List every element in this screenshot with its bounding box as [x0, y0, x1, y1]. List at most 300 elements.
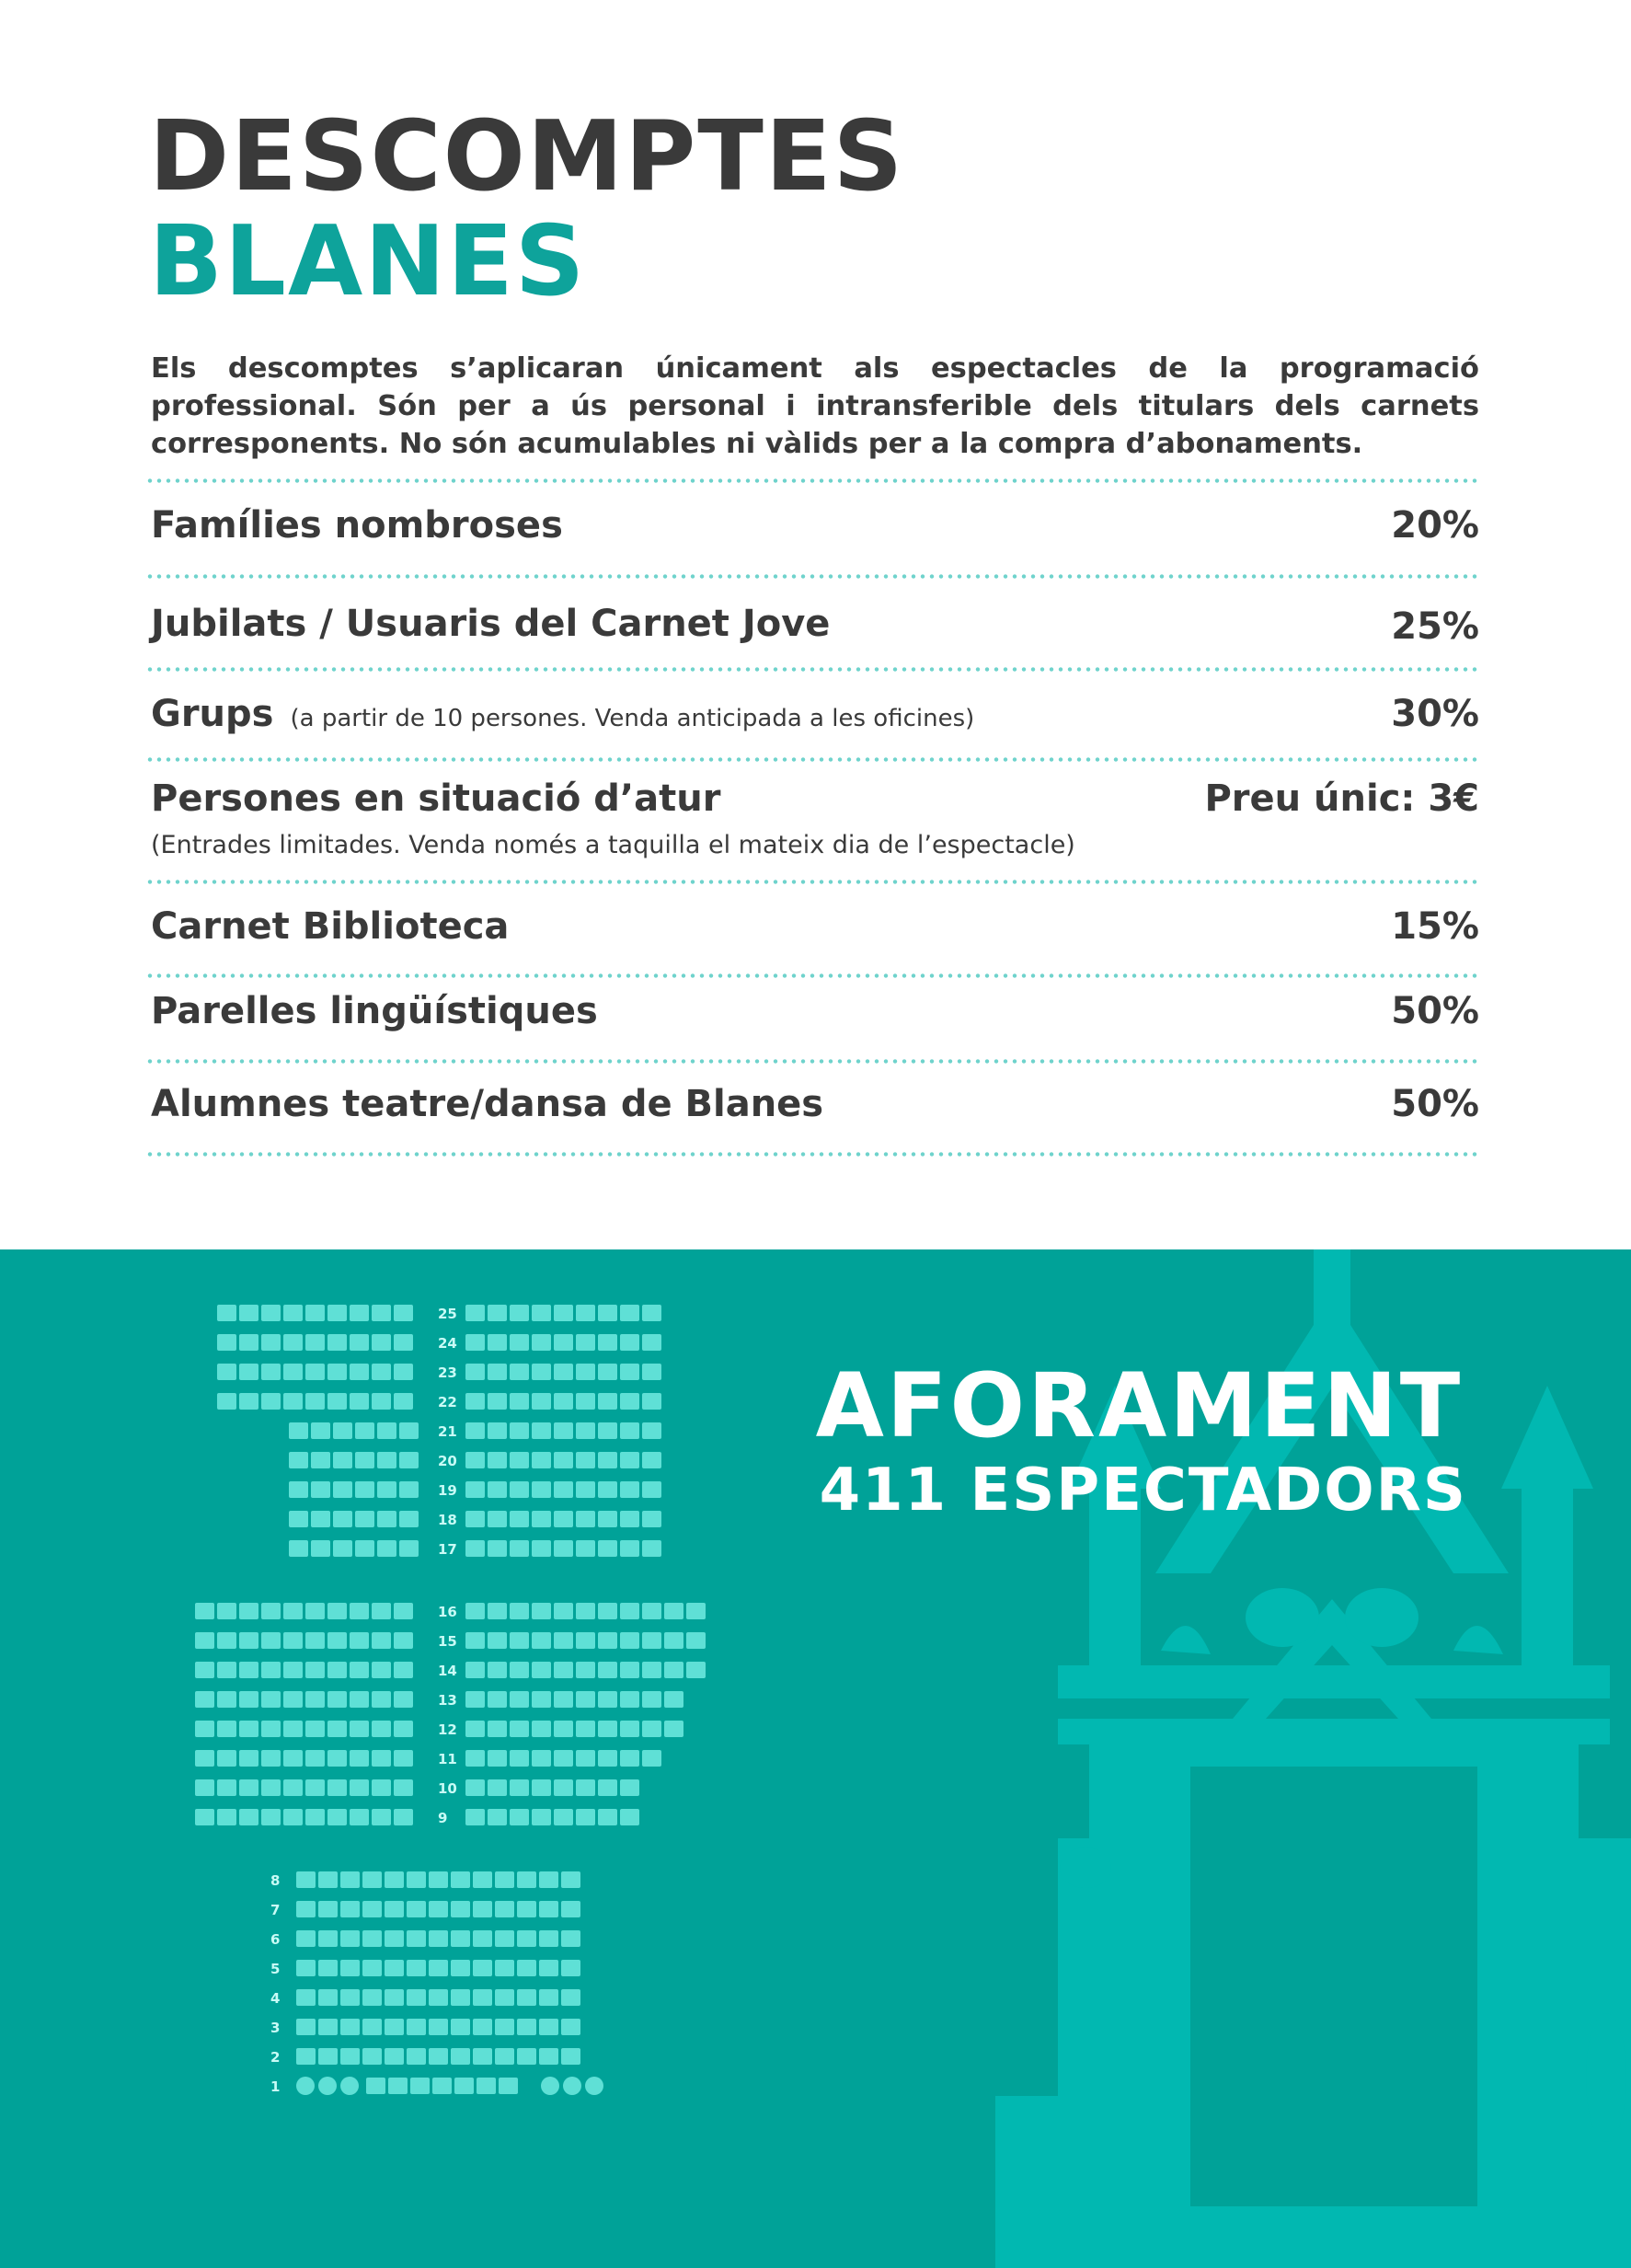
seat-row-10-right-1: [465, 1779, 485, 1796]
seat-row-17-right-5: [554, 1540, 573, 1557]
seat-row-13-left-2: [217, 1691, 236, 1708]
seat-row-19-left-4: [355, 1481, 374, 1498]
seat-row-11-left-5: [283, 1750, 303, 1767]
seat-row-25-left-5: [305, 1305, 325, 1321]
seat-row-17-right-1: [465, 1540, 485, 1557]
seat-row-22-left-7: [350, 1393, 369, 1410]
seat-row-15-right-1: [465, 1632, 485, 1649]
seat-row-19-right-2: [488, 1481, 507, 1498]
seat-row-15-right-5: [554, 1632, 573, 1649]
seat-row-7-center-6: [407, 1901, 426, 1917]
seat-row-16-left-10: [394, 1603, 413, 1619]
seat-row-2-center-12: [539, 2048, 558, 2065]
seat-row-9-right-2: [488, 1809, 507, 1825]
seat-row-8-center-7: [429, 1871, 448, 1888]
seat-row-24-left-7: [350, 1334, 369, 1351]
seat-row-20-right-2: [488, 1452, 507, 1468]
seat-row-14-right-6: [576, 1662, 595, 1678]
seat-row-11-right-1: [465, 1750, 485, 1767]
seat-row-9-left-4: [261, 1809, 281, 1825]
seat-row-14-right-1: [465, 1662, 485, 1678]
seat-row-5-center-7: [429, 1960, 448, 1976]
seat-row-7-center-12: [539, 1901, 558, 1917]
seat-row-17-left-3: [333, 1540, 352, 1557]
seat-row-25-right-4: [532, 1305, 551, 1321]
seat-row-4-center-7: [429, 1989, 448, 2006]
seat-row-3-center-3: [340, 2019, 360, 2035]
seat-row-8-center-4: [362, 1871, 382, 1888]
seat-row-25-right-8: [620, 1305, 639, 1321]
seat-row-22-left-2: [239, 1393, 258, 1410]
seat-row-3-center-13: [561, 2019, 580, 2035]
seat-row-17-right-8: [620, 1540, 639, 1557]
seat-row-4-center-13: [561, 1989, 580, 2006]
seat-row-14-right-10: [664, 1662, 683, 1678]
seat-row-1-center-1: [366, 2078, 385, 2094]
discount-label-parelles: Parelles lingüístiques: [151, 990, 598, 1032]
seat-row-5-center-6: [407, 1960, 426, 1976]
seat-row-14-left-9: [372, 1662, 391, 1678]
seat-row-13-right-3: [510, 1691, 529, 1708]
seat-row-13-left-8: [350, 1691, 369, 1708]
seat-row-12-right-8: [620, 1721, 639, 1737]
seat-row-12-right-5: [554, 1721, 573, 1737]
seat-row-22-right-1: [465, 1393, 485, 1410]
seat-row-9-right-8: [620, 1809, 639, 1825]
seat-row-3-center-11: [517, 2019, 536, 2035]
seat-row-2-center-9: [473, 2048, 492, 2065]
seat-row-24-left-1: [217, 1334, 236, 1351]
seat-row-20-left-6: [399, 1452, 419, 1468]
discount-value-parelles: 50%: [1391, 990, 1479, 1032]
seat-row-19-left-5: [377, 1481, 396, 1498]
seat-row-15-right-9: [642, 1632, 661, 1649]
seat-row-23-left-3: [261, 1364, 281, 1380]
discount-label-biblioteca: Carnet Biblioteca: [151, 905, 510, 948]
seat-row-12-left-6: [305, 1721, 325, 1737]
seat-row-8-center-12: [539, 1871, 558, 1888]
seat-row-19-left-2: [311, 1481, 330, 1498]
seat-row-8-center-9: [473, 1871, 492, 1888]
seat-row-15-left-5: [283, 1632, 303, 1649]
row-number-label: 25: [438, 1306, 457, 1322]
capacity-subtitle: 411 ESPECTADORS: [819, 1456, 1467, 1525]
seat-row-22-right-8: [620, 1393, 639, 1410]
wheelchair-space-right-1: [585, 2077, 603, 2095]
seat-row-25-right-2: [488, 1305, 507, 1321]
seat-row-23-right-5: [554, 1364, 573, 1380]
seat-row-25-left-3: [261, 1305, 281, 1321]
seat-row-22-right-4: [532, 1393, 551, 1410]
seat-row-21-left-6: [399, 1422, 419, 1439]
seat-row-10-right-6: [576, 1779, 595, 1796]
seat-row-6-center-4: [362, 1930, 382, 1947]
seat-row-18-right-9: [642, 1511, 661, 1527]
seat-row-9-left-5: [283, 1809, 303, 1825]
seat-row-13-right-2: [488, 1691, 507, 1708]
seat-row-18-left-2: [311, 1511, 330, 1527]
seat-row-7-center-3: [340, 1901, 360, 1917]
row-number-label: 24: [438, 1335, 457, 1352]
discount-label-families: Famílies nombroses: [151, 504, 563, 547]
seat-row-10-right-7: [598, 1779, 617, 1796]
discount-value-alumnes: 50%: [1391, 1083, 1479, 1125]
seat-row-20-left-1: [289, 1452, 308, 1468]
seat-row-20-right-8: [620, 1452, 639, 1468]
seat-row-17-right-9: [642, 1540, 661, 1557]
seat-row-6-center-12: [539, 1930, 558, 1947]
seat-row-11-left-6: [305, 1750, 325, 1767]
seat-row-21-right-2: [488, 1422, 507, 1439]
seat-row-10-left-7: [327, 1779, 347, 1796]
seat-row-25-left-6: [327, 1305, 347, 1321]
seat-row-6-center-10: [495, 1930, 514, 1947]
seat-row-11-left-3: [239, 1750, 258, 1767]
capacity-title: AFORAMENT: [815, 1354, 1464, 1457]
seat-row-24-right-8: [620, 1334, 639, 1351]
seat-row-18-right-5: [554, 1511, 573, 1527]
seat-row-6-center-5: [385, 1930, 404, 1947]
seat-row-14-right-11: [686, 1662, 706, 1678]
row-number-label: 17: [438, 1541, 457, 1558]
seat-row-13-right-9: [642, 1691, 661, 1708]
seat-row-3-center-9: [473, 2019, 492, 2035]
discount-label-grups-text: Grups: [151, 693, 274, 735]
discount-note-grups: (a partir de 10 persones. Venda anticipada a les oficines): [290, 705, 975, 732]
seat-row-13-right-8: [620, 1691, 639, 1708]
seat-row-24-left-8: [372, 1334, 391, 1351]
seat-row-12-left-2: [217, 1721, 236, 1737]
seat-row-21-right-7: [598, 1422, 617, 1439]
seat-row-3-center-6: [407, 2019, 426, 2035]
intro-paragraph: Els descomptes s’aplicaran únicament als espectacles de la programació professional. Són per a ús personal i intransferible dels titulars dels carnets corresponents. No són acumulables ni vàlids per a la compra d’abonaments.: [151, 352, 1479, 460]
seat-row-19-right-5: [554, 1481, 573, 1498]
dotted-divider: [145, 667, 1481, 672]
seat-row-18-right-7: [598, 1511, 617, 1527]
seat-row-17-left-2: [311, 1540, 330, 1557]
seat-row-10-right-5: [554, 1779, 573, 1796]
seat-row-3-center-1: [296, 2019, 316, 2035]
seat-row-14-left-8: [350, 1662, 369, 1678]
discount-value-jubilats: 25%: [1391, 605, 1479, 648]
seat-row-13-right-4: [532, 1691, 551, 1708]
seat-row-9-left-10: [394, 1809, 413, 1825]
seat-row-24-right-2: [488, 1334, 507, 1351]
seat-row-12-right-6: [576, 1721, 595, 1737]
seat-row-9-left-9: [372, 1809, 391, 1825]
seat-row-12-left-5: [283, 1721, 303, 1737]
seat-row-17-left-1: [289, 1540, 308, 1557]
seat-row-16-right-8: [620, 1603, 639, 1619]
row-number-label: 2: [270, 2049, 281, 2066]
seat-row-10-left-6: [305, 1779, 325, 1796]
seat-row-7-center-4: [362, 1901, 382, 1917]
seat-row-10-left-10: [394, 1779, 413, 1796]
seat-row-23-right-2: [488, 1364, 507, 1380]
seat-row-1-center-6: [477, 2078, 496, 2094]
seat-row-5-center-12: [539, 1960, 558, 1976]
seat-row-23-right-4: [532, 1364, 551, 1380]
seat-row-15-right-2: [488, 1632, 507, 1649]
seat-row-10-left-2: [217, 1779, 236, 1796]
seat-row-16-left-8: [350, 1603, 369, 1619]
row-number-label: 15: [438, 1633, 457, 1650]
seat-row-3-center-10: [495, 2019, 514, 2035]
seat-row-23-right-8: [620, 1364, 639, 1380]
seat-row-16-right-6: [576, 1603, 595, 1619]
seat-row-7-center-9: [473, 1901, 492, 1917]
seat-row-1-center-3: [410, 2078, 430, 2094]
seat-row-25-right-5: [554, 1305, 573, 1321]
seat-row-11-right-7: [598, 1750, 617, 1767]
seat-row-1-center-4: [432, 2078, 452, 2094]
dotted-divider: [145, 880, 1481, 884]
seat-row-9-left-7: [327, 1809, 347, 1825]
seat-row-20-right-1: [465, 1452, 485, 1468]
seat-row-11-left-4: [261, 1750, 281, 1767]
seat-row-12-right-1: [465, 1721, 485, 1737]
seat-row-13-left-7: [327, 1691, 347, 1708]
seat-row-3-center-7: [429, 2019, 448, 2035]
seat-row-14-left-4: [261, 1662, 281, 1678]
seat-row-5-center-4: [362, 1960, 382, 1976]
seat-row-23-right-3: [510, 1364, 529, 1380]
seat-row-2-center-11: [517, 2048, 536, 2065]
seat-row-20-left-3: [333, 1452, 352, 1468]
seat-row-6-center-1: [296, 1930, 316, 1947]
seat-row-10-right-4: [532, 1779, 551, 1796]
seat-row-14-right-3: [510, 1662, 529, 1678]
seat-row-24-left-2: [239, 1334, 258, 1351]
seat-row-2-center-6: [407, 2048, 426, 2065]
seat-row-25-right-3: [510, 1305, 529, 1321]
seat-row-8-center-10: [495, 1871, 514, 1888]
seat-row-22-right-6: [576, 1393, 595, 1410]
seat-row-7-center-2: [318, 1901, 338, 1917]
seat-row-11-right-6: [576, 1750, 595, 1767]
seat-row-9-right-7: [598, 1809, 617, 1825]
seat-row-15-left-4: [261, 1632, 281, 1649]
seat-row-16-right-4: [532, 1603, 551, 1619]
wheelchair-space-right-3: [541, 2077, 559, 2095]
seat-row-25-left-2: [239, 1305, 258, 1321]
seat-row-6-center-6: [407, 1930, 426, 1947]
row-number-label: 6: [270, 1931, 281, 1948]
seat-row-17-left-4: [355, 1540, 374, 1557]
seat-row-24-left-6: [327, 1334, 347, 1351]
seat-row-8-center-1: [296, 1871, 316, 1888]
seat-row-11-right-9: [642, 1750, 661, 1767]
seat-row-21-right-6: [576, 1422, 595, 1439]
seat-row-16-right-7: [598, 1603, 617, 1619]
seat-row-23-left-6: [327, 1364, 347, 1380]
seat-row-15-right-4: [532, 1632, 551, 1649]
seat-row-15-right-10: [664, 1632, 683, 1649]
seat-row-3-center-2: [318, 2019, 338, 2035]
seat-row-8-center-13: [561, 1871, 580, 1888]
seat-row-23-right-1: [465, 1364, 485, 1380]
seat-row-5-center-1: [296, 1960, 316, 1976]
seat-row-11-left-9: [372, 1750, 391, 1767]
seat-row-22-left-6: [327, 1393, 347, 1410]
seat-row-21-left-4: [355, 1422, 374, 1439]
seat-row-16-right-11: [686, 1603, 706, 1619]
seat-row-1-center-2: [388, 2078, 408, 2094]
seat-row-5-center-8: [451, 1960, 470, 1976]
seat-row-8-center-6: [407, 1871, 426, 1888]
seat-row-24-left-3: [261, 1334, 281, 1351]
seat-row-16-left-7: [327, 1603, 347, 1619]
row-number-label: 13: [438, 1692, 457, 1709]
seating-map: [0, 1249, 920, 2268]
seat-row-5-center-9: [473, 1960, 492, 1976]
seat-row-24-right-4: [532, 1334, 551, 1351]
seat-row-17-right-4: [532, 1540, 551, 1557]
seat-row-15-right-11: [686, 1632, 706, 1649]
seat-row-14-right-9: [642, 1662, 661, 1678]
seat-row-3-center-8: [451, 2019, 470, 2035]
seat-row-20-right-7: [598, 1452, 617, 1468]
discount-label-grups: [151, 693, 974, 735]
seat-row-19-right-4: [532, 1481, 551, 1498]
seat-row-25-left-7: [350, 1305, 369, 1321]
seat-row-7-center-13: [561, 1901, 580, 1917]
seat-row-22-left-4: [283, 1393, 303, 1410]
seat-row-19-left-1: [289, 1481, 308, 1498]
seat-row-5-center-11: [517, 1960, 536, 1976]
seat-row-16-left-5: [283, 1603, 303, 1619]
seat-row-2-center-4: [362, 2048, 382, 2065]
discount-label-alumnes: Alumnes teatre/dansa de Blanes: [151, 1083, 824, 1125]
seat-row-18-left-3: [333, 1511, 352, 1527]
seat-row-13-left-4: [261, 1691, 281, 1708]
seat-row-20-left-4: [355, 1452, 374, 1468]
discount-value-atur: Preu únic: 3€: [1204, 777, 1479, 820]
seat-row-19-right-1: [465, 1481, 485, 1498]
seat-row-13-right-10: [664, 1691, 683, 1708]
seat-row-6-center-2: [318, 1930, 338, 1947]
seat-row-7-center-10: [495, 1901, 514, 1917]
seat-row-12-right-10: [664, 1721, 683, 1737]
seat-row-6-center-8: [451, 1930, 470, 1947]
row-number-label: 18: [438, 1512, 457, 1528]
seat-row-21-right-4: [532, 1422, 551, 1439]
seat-row-11-left-10: [394, 1750, 413, 1767]
seat-row-15-right-7: [598, 1632, 617, 1649]
seat-row-14-left-7: [327, 1662, 347, 1678]
seat-row-23-left-9: [394, 1364, 413, 1380]
seat-row-11-left-8: [350, 1750, 369, 1767]
seat-row-24-right-5: [554, 1334, 573, 1351]
seat-row-5-center-2: [318, 1960, 338, 1976]
seat-row-16-right-5: [554, 1603, 573, 1619]
seat-row-18-right-4: [532, 1511, 551, 1527]
seat-row-10-left-9: [372, 1779, 391, 1796]
seat-row-12-right-7: [598, 1721, 617, 1737]
seat-row-12-left-4: [261, 1721, 281, 1737]
seat-row-24-right-9: [642, 1334, 661, 1351]
seat-row-4-center-12: [539, 1989, 558, 2006]
seat-row-13-right-6: [576, 1691, 595, 1708]
seat-row-21-right-8: [620, 1422, 639, 1439]
seat-row-18-right-2: [488, 1511, 507, 1527]
seat-row-15-left-3: [239, 1632, 258, 1649]
seat-row-16-left-3: [239, 1603, 258, 1619]
seat-row-15-left-9: [372, 1632, 391, 1649]
seat-row-5-center-13: [561, 1960, 580, 1976]
seat-row-2-center-5: [385, 2048, 404, 2065]
seat-row-14-right-5: [554, 1662, 573, 1678]
seat-row-23-left-7: [350, 1364, 369, 1380]
seat-row-20-right-5: [554, 1452, 573, 1468]
row-number-label: 21: [438, 1423, 457, 1440]
seat-row-1-center-5: [454, 2078, 474, 2094]
seat-row-4-center-1: [296, 1989, 316, 2006]
page-subtitle: BLANES: [149, 205, 587, 317]
dotted-divider: [145, 1059, 1481, 1064]
seat-row-18-right-8: [620, 1511, 639, 1527]
row-number-label: 7: [270, 1902, 281, 1918]
seat-row-10-left-1: [195, 1779, 214, 1796]
seat-row-7-center-7: [429, 1901, 448, 1917]
row-number-label: 9: [438, 1810, 448, 1826]
seat-row-9-left-1: [195, 1809, 214, 1825]
seat-row-11-left-2: [217, 1750, 236, 1767]
seat-row-21-left-1: [289, 1422, 308, 1439]
seat-row-2-center-10: [495, 2048, 514, 2065]
seat-row-13-right-7: [598, 1691, 617, 1708]
seat-row-13-left-3: [239, 1691, 258, 1708]
discount-sub-atur: (Entrades limitades. Venda només a taquilla el mateix dia de l’espectacle): [151, 831, 1075, 859]
seat-row-8-center-11: [517, 1871, 536, 1888]
discount-label-atur: Persones en situació d’atur: [151, 777, 721, 820]
row-number-label: 11: [438, 1751, 457, 1767]
row-number-label: 8: [270, 1872, 281, 1889]
seat-row-22-right-7: [598, 1393, 617, 1410]
seat-row-15-left-10: [394, 1632, 413, 1649]
seat-row-13-left-6: [305, 1691, 325, 1708]
seat-row-7-center-8: [451, 1901, 470, 1917]
seat-row-9-right-3: [510, 1809, 529, 1825]
seat-row-6-center-11: [517, 1930, 536, 1947]
seat-row-23-left-8: [372, 1364, 391, 1380]
seat-row-19-left-3: [333, 1481, 352, 1498]
capacity-block: [815, 1354, 1467, 1525]
dotted-divider: [145, 478, 1481, 483]
seat-row-14-left-1: [195, 1662, 214, 1678]
seat-row-4-center-9: [473, 1989, 492, 2006]
seat-row-23-right-9: [642, 1364, 661, 1380]
seat-row-4-center-6: [407, 1989, 426, 2006]
seat-row-11-right-3: [510, 1750, 529, 1767]
seat-row-13-left-5: [283, 1691, 303, 1708]
discount-value-families: 20%: [1391, 504, 1479, 547]
seat-row-3-center-12: [539, 2019, 558, 2035]
seat-row-24-left-9: [394, 1334, 413, 1351]
row-number-label: 12: [438, 1721, 457, 1738]
seat-row-12-right-2: [488, 1721, 507, 1737]
seat-row-16-left-4: [261, 1603, 281, 1619]
seat-row-14-left-3: [239, 1662, 258, 1678]
seat-row-18-right-6: [576, 1511, 595, 1527]
seat-row-24-right-3: [510, 1334, 529, 1351]
row-number-label: 1: [270, 2078, 281, 2095]
wheelchair-space-left-2: [318, 2077, 337, 2095]
seat-row-5-center-5: [385, 1960, 404, 1976]
seat-row-10-left-8: [350, 1779, 369, 1796]
discount-value-grups: 30%: [1391, 693, 1479, 735]
seat-row-19-right-8: [620, 1481, 639, 1498]
